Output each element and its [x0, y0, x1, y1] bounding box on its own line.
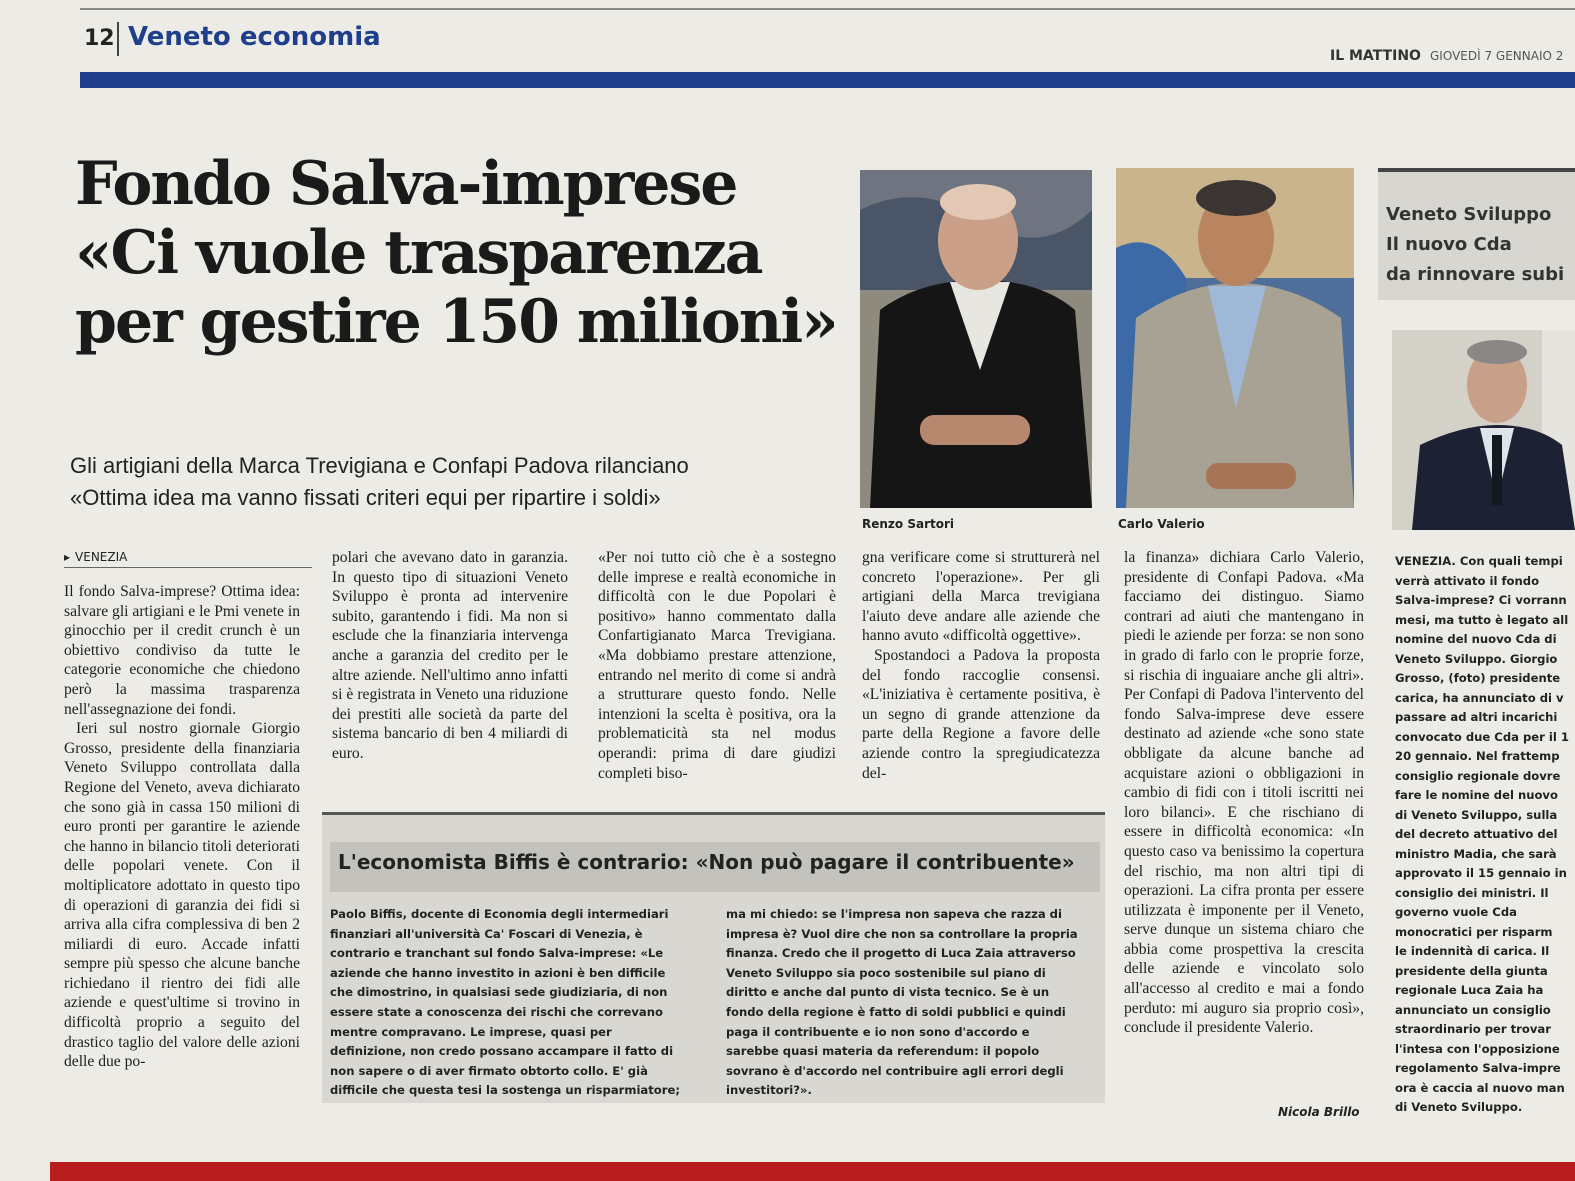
sidebar-line: straordinario per trovar: [1395, 1022, 1551, 1036]
sidebar-line: VENEZIA. Con quali tempi: [1395, 554, 1563, 568]
photo-caption: Carlo Valerio: [1118, 517, 1205, 531]
sidebar-body: [1395, 552, 1575, 1118]
dateline-kicker: [64, 550, 127, 564]
headline-line: «Ci vuole trasparenza: [75, 218, 762, 288]
boxout-line: Veneto Sviluppo sia poco sostenibile sul piano di: [726, 965, 1046, 980]
headline: [75, 150, 855, 357]
kicker-rule: [64, 567, 312, 568]
sidebar-line: Grosso, (foto) presidente: [1395, 671, 1561, 685]
boxout-line: sovrano è d'accordo nel contribuire agli errori degli: [726, 1063, 1064, 1078]
boxout-line: finanza. Credo che il progetto di Luca Zaia attraverso: [726, 946, 1076, 961]
boxout-line: non sapere o di aver firmato obtorto collo. E' già: [330, 1063, 648, 1078]
boxout-line: investitori?».: [726, 1083, 812, 1098]
boxout-line: definizione, non credo possano accampare il fatto di: [330, 1044, 674, 1059]
sidebar-line: di Veneto Sviluppo, sulla: [1395, 807, 1558, 822]
sidebar-line: verrà attivato il fondo: [1395, 573, 1540, 588]
sidebar-line: 20 gennaio. Nel frattemp: [1395, 749, 1560, 763]
boxout-line: difficile che questa tesi la sostenga un risparmiatore;: [330, 1083, 680, 1098]
boxout-line: diritto e anche dal punto di vista tecnico. Se è un: [726, 985, 1050, 1000]
sidebar-line: di Veneto Sviluppo.: [1395, 1100, 1523, 1114]
subheadline: [70, 450, 850, 514]
sidebar-line: monocratici per risparm: [1395, 924, 1553, 939]
paragraph: Ieri sul nostro giornale Giorgio Grosso, presidente della finanziaria Veneto Sviluppo controllata dalla Regione del Veneto, aveva dichiarato che sono già in cassa 150 milioni di euro pronti per garantire le aziende che hanno in bilancio titoli deteriorati delle popolari venete. Con il moltiplicatore adottato in questo tipo di operazioni di garanzia dei fidi si arriva alla cifra complessiva di ben 2 miliardi di euro. Accade infatti sempre più spesso che alcune banche richiedano il rientro dei fidi alle aziende e quest'ultime si trovino in difficoltà proprio a seguito del drastico taglio del valore delle azioni delle due po-: [64, 720, 300, 1071]
boxout-line: ma mi chiedo: se l'impresa non sapeva che razza di: [726, 907, 1062, 921]
masthead: IL MATTINO: [1330, 48, 1421, 64]
portrait-man-suit-tie-icon: [1392, 330, 1575, 530]
page-number: 12: [84, 26, 115, 51]
header-separator: [117, 22, 119, 56]
sidebar-line: consiglio dei ministri. Il: [1395, 885, 1549, 900]
sidebar-line: mesi, ma tutto è legato all: [1395, 612, 1569, 627]
boxout-line: che dimostrino, in qualsiasi sede giudiziaria, di non: [330, 985, 668, 1000]
boxout-line: sarebbe quasi materia da referendum: il popolo: [726, 1044, 1040, 1059]
boxout-line: finanziari all'università Ca' Foscari di Venezia, è: [330, 926, 643, 941]
issue-date: GIOVEDÌ 7 GENNAIO 2: [1430, 49, 1564, 63]
article-column-2: [332, 548, 568, 764]
section-color-bar: [80, 72, 1575, 88]
author-signature: Nicola Brillo: [1278, 1105, 1360, 1119]
sidebar-title-line: Il nuovo Cda: [1386, 234, 1512, 255]
sidebar-line: del decreto attuativo del: [1395, 827, 1558, 841]
boxout-title: L'economista Biffis è contrario: «Non può pagare il contribuente»: [338, 850, 1075, 874]
boxout-line: mentre compravano. Le imprese, quasi per: [330, 1024, 612, 1039]
sidebar-line: approvato il 15 gennaio in: [1395, 866, 1567, 880]
boxout-line: paga il contribuente e io non sono d'accordo e: [726, 1024, 1030, 1039]
next-section-strip: [50, 1162, 1575, 1181]
photo-caption: Renzo Sartori: [862, 517, 954, 531]
sidebar-line: Veneto Sviluppo. Giorgio: [1395, 651, 1558, 666]
triangle-right-icon: ▸: [64, 550, 71, 564]
sidebar-title-line: Veneto Sviluppo: [1386, 204, 1552, 225]
sidebar-line: l'intesa con l'opposizione: [1395, 1041, 1560, 1056]
article-column-5: [1124, 548, 1364, 1038]
paragraph: Il fondo Salva-imprese? Ottima idea: salvare gli artigiani e le Pmi venete in ginocchio per il credit crunch è un obiettivo condiviso da tutte le categorie economiche che chiedono però la massima trasparenza nell'assegnazione dei fondi.: [64, 583, 300, 718]
boxout-line: impresa è? Vuol dire che non sa controllare la propria: [726, 926, 1078, 941]
sidebar-line: presidente della giunta: [1395, 963, 1548, 978]
photo-giorgio-grosso: [1392, 330, 1575, 530]
sidebar-line: Salva-imprese? Ci vorrann: [1395, 593, 1567, 607]
sidebar-line: ministro Madia, che sarà: [1395, 846, 1557, 861]
sidebar-line: nomine del nuovo Cda di: [1395, 632, 1557, 646]
sidebar-line: ora è caccia al nuovo man: [1395, 1080, 1565, 1095]
headline-line: Fondo Salva-imprese: [75, 149, 737, 219]
article-column-3: [598, 548, 836, 783]
sidebar-line: regionale Luca Zaia ha: [1395, 983, 1544, 997]
boxout-line: aziende che hanno investito in azioni è ben difficile: [330, 965, 666, 980]
boxout-line: essere state a conoscenza dei rischi che correvano: [330, 1004, 663, 1019]
boxout-column-2: [726, 905, 1098, 1101]
paragraph: gna verificare come si strutturerà nel concreto l'operazione». Per gli artigiani della Marca trevigiana l'aiuto deve andare alle aziende che hanno avuto «difficoltà oggettive».: [862, 549, 1100, 645]
article-column-1: [64, 582, 300, 1072]
sidebar-line: fare le nomine del nuovo: [1395, 788, 1558, 802]
paragraph: la finanza» dichiara Carlo Valerio, presidente di Confapi Padova. «Ma facciamo dei distinguo. Siamo contrari ad aiuti che mantengano in piedi le aziende per forza: se non sono in grado di farlo con le proprie forze, si rischia di inguaiare anche gli altri». Per Confapi di Padova l'intervento del fondo Salva-imprese deve essere destinato ad aziende «che sono state obbligate da alcune banche ad acquistare azioni o obbligazioni in cambio di fidi con i titoli iscritti nei loro bilanci». E che rischiano di essere in difficoltà economica: «In questo caso va benissimo la copertura del rischio, ma non altri tipi di operazioni. La cifra pronta per essere utilizzata è imponente per il Veneto, serve dunque un sistema chiaro che abbia come prospettiva la crescita delle aziende e vincolato solo all'accesso al credito e mai a fondo perduto: mi auguro sia proprio così», conclude il presidente Valerio.: [1124, 549, 1364, 1037]
sidebar-line: convocato due Cda per il 1: [1395, 729, 1569, 744]
headline-line: per gestire 150 milioni»: [75, 287, 837, 357]
section-title: Veneto economia: [128, 22, 381, 52]
sidebar-title-line: da rinnovare subi: [1386, 264, 1565, 285]
paragraph: «Per noi tutto ciò che è a sostegno delle imprese e realtà economiche in difficoltà con le due Popolari è positivo» hanno commentato dalla Confartigianato Marca Trevigiana. «Ma dobbiamo prestare attenzione, entrando nel merito di come si andrà a strutturare questo fondo. Nelle intenzioni la scelta è positiva, ora la problematicità sta nel modus operandi: prima di dare giudizi completi biso-: [598, 549, 836, 782]
sidebar-line: governo vuole Cda: [1395, 905, 1517, 919]
article-column-4: [862, 548, 1100, 783]
portrait-man-grey-jacket-icon: [1116, 168, 1354, 508]
sidebar-title: [1386, 200, 1575, 290]
sidebar-line: consiglio regionale dovre: [1395, 768, 1561, 783]
sidebar-line: le indennità di carica. Il: [1395, 944, 1550, 958]
subheadline-line: Gli artigiani della Marca Trevigiana e Confapi Padova rilanciano: [70, 453, 689, 478]
portrait-man-dark-suit-icon: [860, 170, 1092, 508]
photo-renzo-sartori: [860, 170, 1092, 508]
paragraph: polari che avevano dato in garanzia. In questo tipo di situazioni Veneto Sviluppo è pronta ad intervenire subito, garantendo i fidi. Ma non si esclude che la finanziaria intervenga anche a garanzia del credito per le altre aziende. Nell'ultimo anno infatti si è registrata in Veneto una riduzione dei prestiti alle società da parte del sistema bancario di ben 4 miliardi di euro.: [332, 549, 568, 762]
boxout-line: fondo della regione è fatto di soldi pubblici e quindi: [726, 1004, 1066, 1019]
sidebar-line: regolamento Salva-impre: [1395, 1061, 1561, 1075]
paragraph: Spostandoci a Padova la proposta del fondo raccoglie consensi. «L'iniziativa è certamente positiva, è un segno di grande attenzione da parte della Regione a favore delle aziende contro la spregiudicatezza del-: [862, 646, 1100, 782]
subheadline-line: «Ottima idea ma vanno fissati criteri equi per ripartire i soldi»: [70, 485, 661, 510]
header-rule: [80, 8, 1575, 10]
sidebar-line: annunciato un consiglio: [1395, 1002, 1551, 1017]
photo-carlo-valerio: [1116, 168, 1354, 508]
boxout-column-1: [330, 905, 710, 1101]
sidebar-line: carica, ha annunciato di v: [1395, 690, 1564, 705]
boxout-line: Paolo Biffis, docente di Economia degli intermediari: [330, 907, 669, 921]
boxout-line: contrario e tranchant sul fondo Salva-imprese: «Le: [330, 946, 664, 961]
kicker-label: VENEZIA: [75, 550, 128, 564]
sidebar-line: passare ad altri incarichi: [1395, 710, 1558, 724]
